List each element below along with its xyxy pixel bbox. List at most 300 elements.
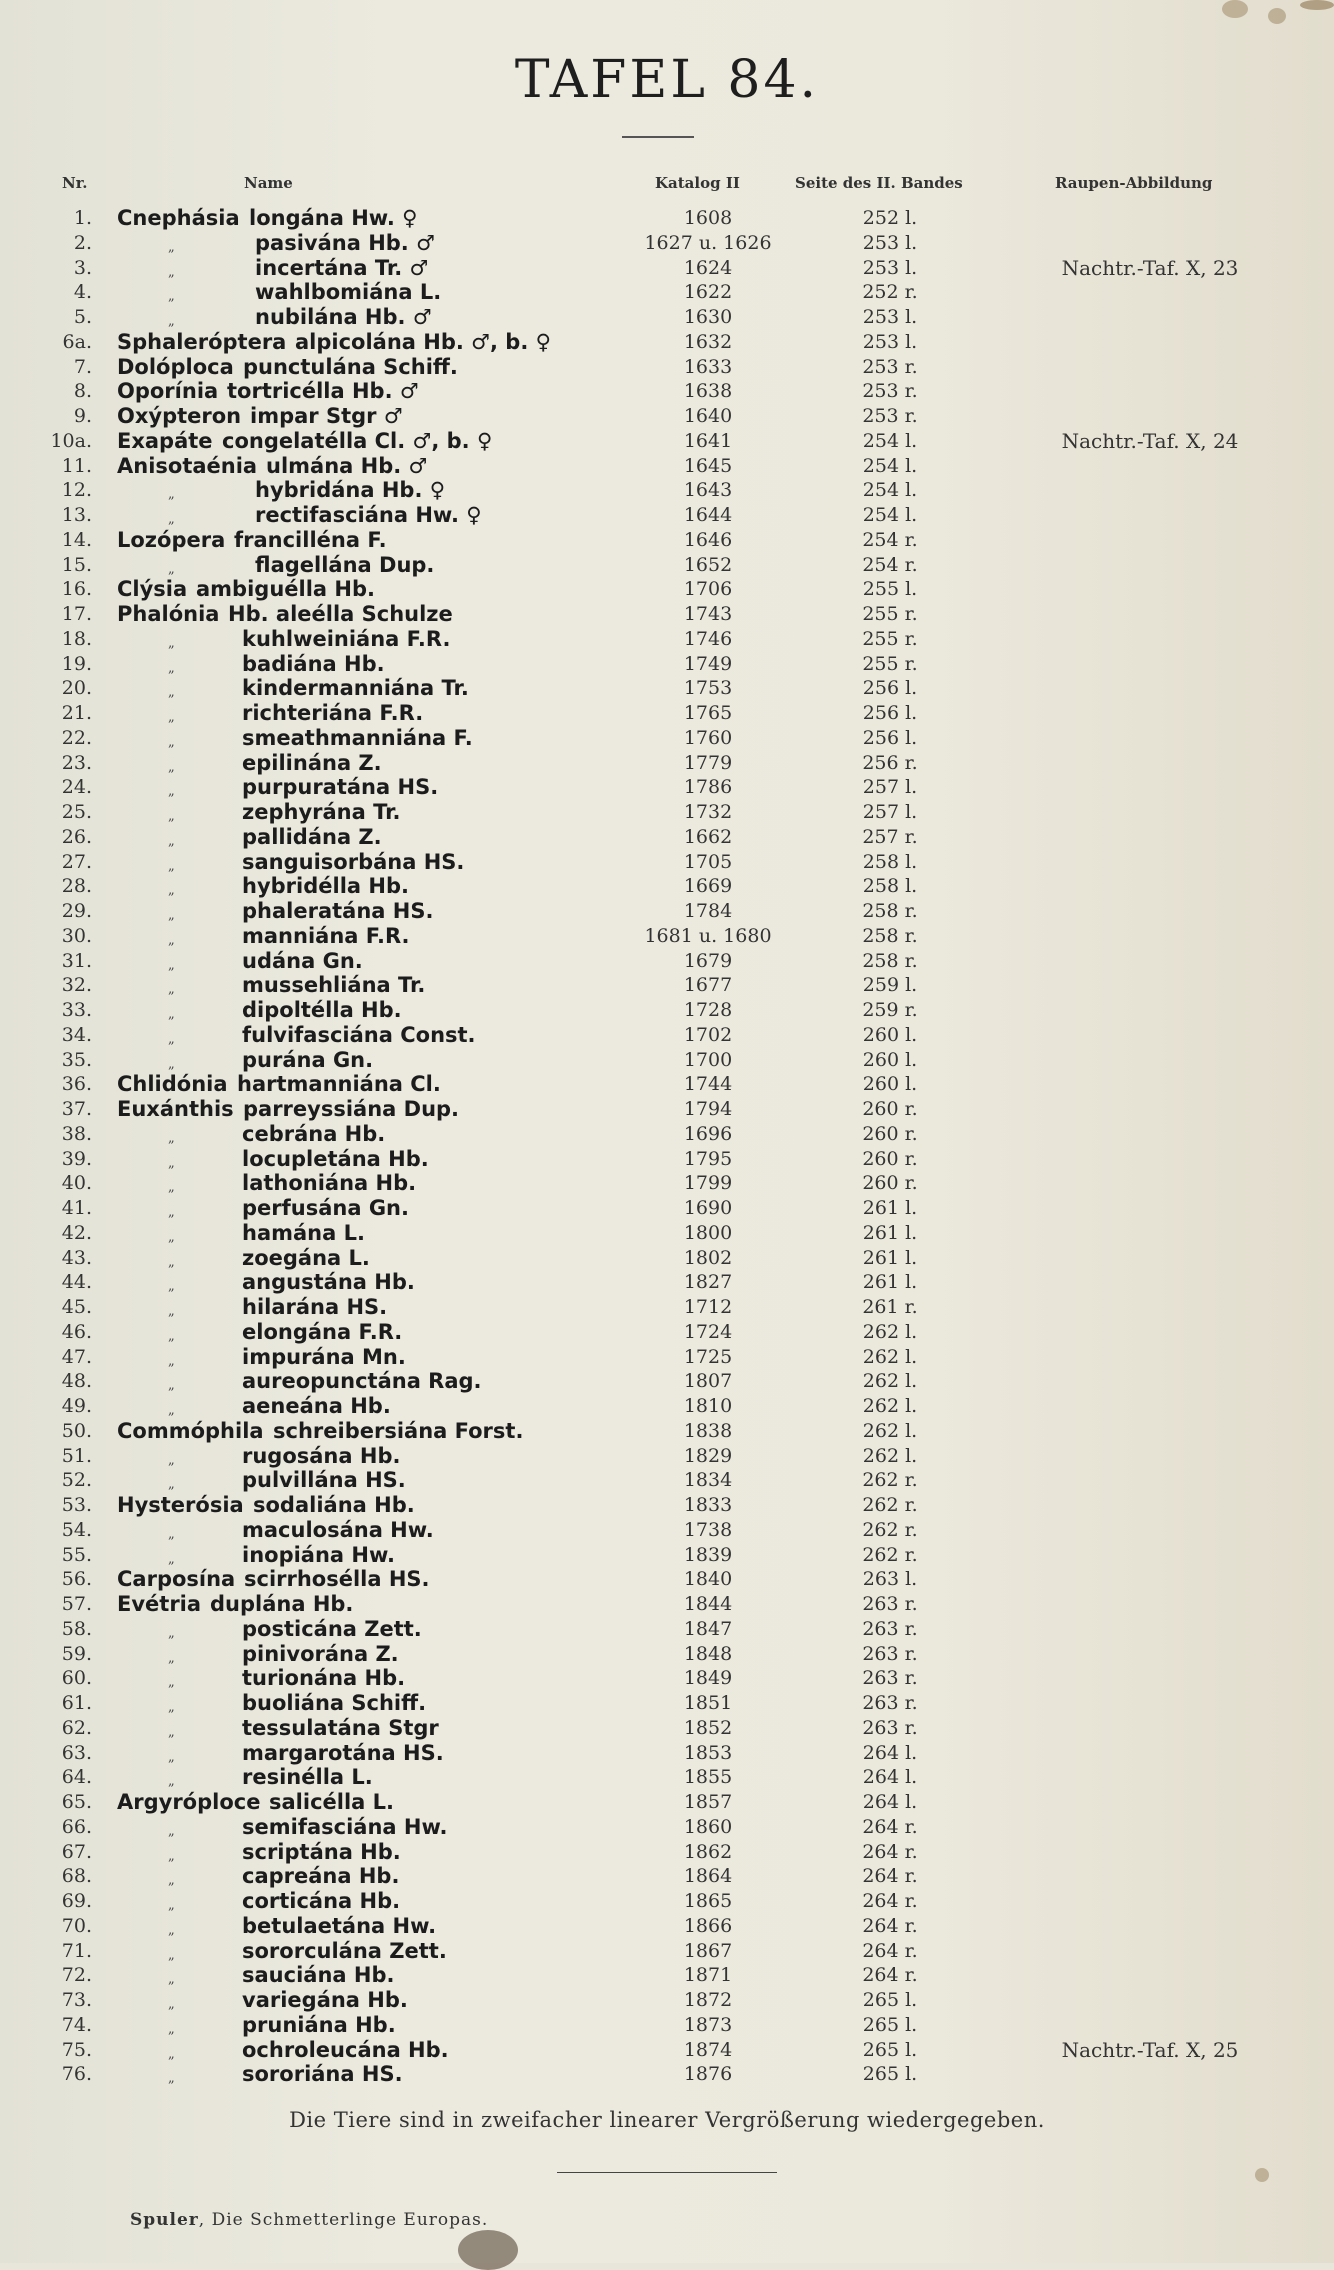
table-row — [0, 1741, 1334, 1766]
species-name: sauciána Hb. — [242, 1963, 395, 1988]
species-name: impurána Mn. — [242, 1344, 406, 1369]
header-seite: Seite des II. Bandes — [795, 174, 963, 192]
species-name: hartmanniána Cl. — [237, 1072, 441, 1097]
table-row — [0, 1394, 1334, 1419]
genus-name: Chlidónia — [117, 1072, 228, 1097]
row-number: 16. — [61, 578, 92, 601]
page-reference: 263 r. — [862, 1716, 918, 1739]
ditto-mark: „ — [168, 1526, 175, 1542]
page-reference: 262 l. — [862, 1370, 918, 1393]
katalog-number: 1705 — [683, 850, 733, 873]
ditto-mark: „ — [168, 1873, 175, 1889]
katalog-number: 1866 — [683, 1914, 733, 1937]
species-name: punctulána Schiff. — [243, 354, 458, 379]
species-name: aureopunctána Rag. — [242, 1369, 482, 1394]
katalog-number: 1862 — [683, 1840, 733, 1863]
katalog-number: 1872 — [683, 1989, 733, 2011]
page-reference: 260 r. — [862, 1122, 918, 1145]
species-name: inopiána Hw. — [242, 1542, 396, 1567]
species-name: duplána Hb. — [210, 1592, 354, 1616]
species-name: angustána Hb. — [242, 1270, 415, 1295]
row-number: 65. — [61, 1791, 92, 1813]
row-number: 52. — [61, 1469, 92, 1492]
page-reference: 262 l. — [862, 1444, 918, 1467]
table-row — [0, 1196, 1334, 1221]
species-name: fulvifasciána Const. — [242, 1022, 476, 1047]
ditto-mark: „ — [168, 1328, 175, 1344]
genus-name: Euxánthis — [117, 1097, 234, 1121]
katalog-number: 1646 — [683, 528, 733, 551]
row-number: 62. — [61, 1716, 92, 1739]
species-name: salicélla L. — [269, 1790, 394, 1814]
genus-name: Sphaleróptera — [117, 329, 287, 354]
page-reference: 265 l. — [862, 2013, 918, 2036]
table-row — [0, 1691, 1334, 1716]
page-reference: 263 r. — [862, 1642, 918, 1665]
table-row — [0, 1518, 1334, 1543]
table-row — [0, 602, 1334, 627]
table-row — [0, 924, 1334, 949]
katalog-number: 1732 — [683, 801, 733, 823]
species-name: Hb. aleélla Schulze — [228, 602, 453, 626]
row-number: 63. — [61, 1741, 92, 1764]
ditto-mark: „ — [168, 264, 175, 280]
species-name: sanguisorbána HS. — [242, 849, 465, 874]
page-reference: 259 l. — [862, 974, 918, 997]
page-reference: 256 l. — [862, 702, 918, 724]
row-number: 10a. — [50, 429, 92, 452]
ditto-mark: „ — [168, 883, 175, 899]
ditto-mark: „ — [168, 1304, 175, 1319]
page-reference: 264 r. — [862, 1865, 918, 1888]
species-name: pinivorána Z. — [242, 1641, 399, 1666]
row-number: 15. — [61, 553, 92, 576]
species-name: purána Gn. — [242, 1047, 374, 1072]
genus-name: Dolóploca — [117, 354, 234, 379]
species-name: richteriána F.R. — [242, 701, 424, 725]
katalog-number: 1802 — [683, 1246, 733, 1269]
ditto-mark: „ — [168, 1477, 175, 1493]
table-row — [0, 454, 1334, 479]
katalog-number: 1871 — [683, 1964, 733, 1987]
table-row — [0, 652, 1334, 677]
row-number: 75. — [61, 2038, 92, 2061]
page-reference: 264 r. — [862, 1939, 918, 1962]
row-number: 51. — [61, 1444, 92, 1467]
table-row — [0, 1666, 1334, 1691]
katalog-number: 1640 — [683, 405, 733, 427]
page-reference: 263 r. — [862, 1667, 918, 1690]
page-reference: 262 l. — [862, 1320, 918, 1343]
row-number: 2. — [73, 231, 92, 254]
page-reference: 263 r. — [862, 1617, 918, 1640]
row-number: 36. — [61, 1073, 92, 1096]
page-reference: 252 r. — [862, 281, 918, 304]
row-number: 47. — [61, 1345, 92, 1368]
row-number: 61. — [61, 1692, 92, 1714]
row-number: 57. — [61, 1593, 92, 1615]
genus-name: Oporínia — [117, 379, 219, 404]
species-name: pasivána Hb. ♂ — [255, 230, 435, 255]
page-reference: 256 l. — [862, 726, 918, 749]
species-name: sororiána HS. — [242, 2062, 403, 2087]
species-name: semifasciána Hw. — [242, 1814, 448, 1839]
katalog-number: 1848 — [683, 1642, 733, 1665]
ditto-mark: „ — [168, 1254, 175, 1270]
table-row — [0, 1889, 1334, 1914]
ditto-mark: „ — [168, 1353, 175, 1369]
page-reference: 262 l. — [862, 1419, 918, 1442]
page-reference: 265 l. — [862, 2063, 918, 2086]
table-row — [0, 1246, 1334, 1271]
page-reference: 262 r. — [862, 1469, 918, 1492]
page-reference: 261 l. — [862, 1221, 918, 1244]
genus-name: Lozópera — [117, 527, 226, 552]
katalog-number: 1724 — [683, 1320, 733, 1343]
table-row — [0, 2038, 1334, 2063]
genus-name: Exapáte — [117, 428, 213, 453]
species-name: margarotána HS. — [242, 1740, 444, 1765]
header-raupen: Raupen-Abbildung — [1055, 174, 1213, 192]
ditto-mark: „ — [168, 289, 175, 305]
ditto-mark: „ — [168, 1403, 175, 1418]
katalog-number: 1638 — [683, 380, 733, 403]
ditto-mark: „ — [168, 1229, 175, 1245]
ditto-mark: „ — [168, 487, 175, 503]
katalog-number: 1844 — [683, 1593, 733, 1615]
species-name: variegána Hb. — [242, 1988, 408, 2012]
table-row — [0, 775, 1334, 800]
katalog-number: 1849 — [683, 1667, 733, 1690]
katalog-number: 1738 — [683, 1518, 733, 1541]
species-name: epilinána Z. — [242, 750, 382, 775]
page-reference: 252 l. — [862, 207, 918, 229]
table-row — [0, 800, 1334, 825]
table-row — [0, 206, 1334, 231]
page-reference: 256 r. — [862, 751, 918, 774]
row-number: 60. — [61, 1667, 92, 1690]
page-reference: 262 l. — [862, 1345, 918, 1368]
species-name: mussehliána Tr. — [242, 973, 426, 998]
katalog-number: 1608 — [683, 207, 733, 229]
page-reference: 261 r. — [862, 1296, 918, 1318]
row-number: 33. — [61, 999, 92, 1021]
species-name: tessulatána Stgr — [242, 1715, 439, 1740]
katalog-number: 1874 — [683, 2038, 733, 2061]
table-row — [0, 1072, 1334, 1097]
species-name: aeneána Hb. — [242, 1394, 391, 1418]
katalog-number: 1690 — [683, 1197, 733, 1219]
genus-name: Clýsia — [117, 577, 188, 602]
row-number: 18. — [61, 627, 92, 650]
genus-name: Hysterósia — [117, 1493, 244, 1517]
genus-name: Argyróploce — [117, 1790, 261, 1814]
katalog-number: 1855 — [683, 1766, 733, 1789]
katalog-number: 1800 — [683, 1221, 733, 1244]
row-number: 23. — [61, 751, 92, 774]
species-name: udána Gn. — [242, 948, 363, 973]
table-row — [0, 280, 1334, 305]
footer-credit — [130, 2210, 488, 2230]
table-row — [0, 1468, 1334, 1493]
title-rule — [622, 136, 694, 138]
genus-name: Oxýpteron — [117, 404, 242, 428]
table-row — [0, 627, 1334, 652]
katalog-number: 1864 — [683, 1865, 733, 1888]
row-number: 42. — [61, 1221, 92, 1244]
table-row — [0, 1592, 1334, 1617]
katalog-number: 1662 — [683, 825, 733, 848]
katalog-number: 1630 — [683, 306, 733, 328]
table-row — [0, 577, 1334, 602]
row-number: 71. — [61, 1939, 92, 1962]
ditto-mark: „ — [168, 1205, 175, 1220]
ditto-mark: „ — [168, 1650, 175, 1666]
ditto-mark: „ — [168, 1947, 175, 1963]
table-row — [0, 1815, 1334, 1840]
table-row — [0, 305, 1334, 330]
species-name: alpicolána Hb. ♂, b. ♀ — [295, 329, 551, 354]
page-reference: 253 l. — [862, 231, 918, 254]
plate-title: TAFEL 84. — [514, 50, 820, 110]
katalog-number: 1853 — [683, 1741, 733, 1764]
katalog-number: 1645 — [683, 454, 733, 477]
page-reference: 263 r. — [862, 1692, 918, 1714]
table-row — [0, 850, 1334, 875]
ditto-mark: „ — [168, 908, 175, 923]
table-row — [0, 1642, 1334, 1667]
ditto-mark: „ — [168, 660, 175, 676]
species-name: scriptána Hb. — [242, 1839, 401, 1864]
table-row — [0, 503, 1334, 528]
larva-illustration-ref: Nachtr.-Taf. X, 25 — [1061, 2037, 1239, 2062]
ditto-mark: „ — [168, 635, 175, 651]
page-reference: 260 l. — [862, 1048, 918, 1071]
page-reference: 260 l. — [862, 1073, 918, 1096]
katalog-number: 1839 — [683, 1543, 733, 1566]
species-name: sororculána Zett. — [242, 1938, 447, 1963]
species-name: cebrána Hb. — [242, 1121, 386, 1146]
species-name: schreibersiána Forst. — [273, 1418, 524, 1443]
species-name: perfusána Gn. — [242, 1196, 409, 1220]
page-reference: 257 l. — [862, 776, 918, 799]
katalog-number: 1840 — [683, 1568, 733, 1591]
row-number: 21. — [61, 702, 92, 724]
katalog-number: 1865 — [683, 1890, 733, 1912]
katalog-number: 1679 — [683, 949, 733, 972]
genus-name: Evétria — [117, 1592, 202, 1616]
table-row — [0, 1320, 1334, 1345]
larva-illustration-ref: Nachtr.-Taf. X, 24 — [1061, 428, 1239, 453]
ditto-mark: „ — [168, 1130, 175, 1146]
page-reference: 260 r. — [862, 1172, 918, 1195]
table-row — [0, 973, 1334, 998]
table-row — [0, 726, 1334, 751]
species-name: resinélla L. — [242, 1765, 373, 1790]
species-name: posticána Zett. — [242, 1616, 422, 1641]
table-row — [0, 751, 1334, 776]
katalog-number: 1860 — [683, 1815, 733, 1838]
ditto-mark: „ — [168, 784, 175, 800]
katalog-number: 1622 — [683, 281, 733, 304]
katalog-number: 1786 — [683, 776, 733, 799]
page-reference: 264 r. — [862, 1890, 918, 1912]
page-reference: 255 r. — [862, 627, 918, 650]
katalog-number: 1744 — [683, 1073, 733, 1096]
row-number: 55. — [61, 1543, 92, 1566]
page-reference: 257 l. — [862, 801, 918, 823]
ditto-mark: „ — [168, 1452, 175, 1468]
row-number: 53. — [61, 1494, 92, 1516]
ditto-mark: „ — [168, 1155, 175, 1171]
page-reference: 261 l. — [862, 1246, 918, 1269]
row-number: 70. — [61, 1914, 92, 1937]
table-row — [0, 1790, 1334, 1815]
row-number: 13. — [61, 504, 92, 526]
row-number: 20. — [61, 677, 92, 700]
table-row — [0, 899, 1334, 924]
page-reference: 255 l. — [862, 578, 918, 601]
katalog-number: 1677 — [683, 974, 733, 997]
paper-stain — [458, 2230, 518, 2270]
paper-stain — [1300, 0, 1334, 10]
katalog-number: 1669 — [683, 875, 733, 898]
species-name: dipoltélla Hb. — [242, 998, 402, 1022]
table-row — [0, 1716, 1334, 1741]
row-number: 50. — [61, 1419, 92, 1442]
table-row — [0, 1617, 1334, 1642]
table-row — [0, 1543, 1334, 1568]
genus-name: Cnephásia — [117, 206, 240, 230]
table-row — [0, 2013, 1334, 2038]
species-name: impar Stgr ♂ — [250, 404, 403, 428]
page-reference: 265 l. — [862, 1989, 918, 2011]
species-name: scirrhosélla HS. — [244, 1567, 430, 1592]
katalog-number: 1760 — [683, 726, 733, 749]
ditto-mark: „ — [168, 734, 175, 750]
table-row — [0, 1097, 1334, 1122]
row-number: 45. — [61, 1296, 92, 1318]
katalog-number: 1696 — [683, 1122, 733, 1145]
species-name: hybridána Hb. ♀ — [255, 478, 446, 503]
species-name: purpuratána HS. — [242, 775, 439, 800]
row-number: 64. — [61, 1766, 92, 1789]
page-reference: 264 r. — [862, 1840, 918, 1863]
page-reference: 255 r. — [862, 603, 918, 625]
page-reference: 258 l. — [862, 850, 918, 873]
ditto-mark: „ — [168, 759, 175, 775]
row-number: 72. — [61, 1964, 92, 1987]
row-number: 68. — [61, 1865, 92, 1888]
row-number: 73. — [61, 1989, 92, 2011]
ditto-mark: „ — [168, 1997, 175, 2012]
page-reference: 258 r. — [862, 900, 918, 922]
page-reference: 253 l. — [862, 256, 918, 279]
species-name: hilarána HS. — [242, 1295, 388, 1319]
row-number: 37. — [61, 1098, 92, 1120]
larva-illustration-ref: Nachtr.-Taf. X, 23 — [1061, 255, 1239, 280]
page-reference: 264 r. — [862, 1964, 918, 1987]
page-reference: 254 l. — [862, 454, 918, 477]
row-number: 8. — [73, 380, 92, 403]
paper-stain — [1268, 8, 1286, 24]
katalog-number: 1847 — [683, 1617, 733, 1640]
species-name: rugosána Hb. — [242, 1443, 401, 1468]
katalog-number: 1765 — [683, 702, 733, 724]
species-name: maculosána Hw. — [242, 1517, 434, 1542]
katalog-number: 1810 — [683, 1395, 733, 1417]
katalog-number: 1829 — [683, 1444, 733, 1467]
katalog-number: 1857 — [683, 1791, 733, 1813]
species-name: pallidána Z. — [242, 824, 382, 849]
row-number: 32. — [61, 974, 92, 997]
page-reference: 261 l. — [862, 1271, 918, 1294]
species-name: buoliána Schiff. — [242, 1691, 427, 1715]
page-reference: 262 r. — [862, 1494, 918, 1516]
katalog-number: 1728 — [683, 999, 733, 1021]
row-number: 29. — [61, 900, 92, 922]
page-reference: 255 r. — [862, 652, 918, 675]
table-row — [0, 949, 1334, 974]
ditto-mark: „ — [168, 1724, 175, 1740]
page-reference: 263 r. — [862, 1593, 918, 1615]
species-name: betulaetána Hw. — [242, 1913, 437, 1938]
ditto-mark: „ — [168, 2071, 175, 2087]
row-number: 46. — [61, 1320, 92, 1343]
ditto-mark: „ — [168, 1056, 175, 1072]
header-katalog: Katalog II — [655, 174, 740, 192]
katalog-number: 1784 — [683, 900, 733, 922]
species-name: hybridélla Hb. — [242, 874, 409, 899]
ditto-mark: „ — [168, 1898, 175, 1913]
katalog-number: 1725 — [683, 1345, 733, 1368]
row-number: 48. — [61, 1370, 92, 1393]
species-name: phaleratána HS. — [242, 899, 434, 923]
katalog-number: 1627 u. 1626 — [644, 231, 772, 254]
row-number: 7. — [73, 355, 92, 378]
species-name: smeathmanniána F. — [242, 725, 473, 750]
ditto-mark: „ — [168, 982, 175, 998]
row-number: 17. — [61, 603, 92, 625]
species-name: ochroleucána Hb. — [242, 2037, 449, 2062]
row-number: 19. — [61, 652, 92, 675]
table-row — [0, 1963, 1334, 1988]
row-number: 54. — [61, 1518, 92, 1541]
ditto-mark: „ — [168, 2021, 175, 2037]
table-row — [0, 1939, 1334, 1964]
table-row — [0, 1419, 1334, 1444]
species-name: pruniána Hb. — [242, 2012, 396, 2037]
ditto-mark: „ — [168, 710, 175, 725]
species-name: rectifasciána Hw. ♀ — [255, 503, 482, 527]
page-reference: 253 l. — [862, 330, 918, 353]
page-reference: 264 r. — [862, 1914, 918, 1937]
page-reference: 253 r. — [862, 405, 918, 427]
row-number: 26. — [61, 825, 92, 848]
row-number: 67. — [61, 1840, 92, 1863]
katalog-number: 1746 — [683, 627, 733, 650]
row-number: 66. — [61, 1815, 92, 1838]
katalog-number: 1712 — [683, 1296, 733, 1318]
page-reference: 260 r. — [862, 1147, 918, 1170]
katalog-number: 1794 — [683, 1098, 733, 1120]
species-name: incertána Tr. ♂ — [255, 255, 429, 280]
katalog-number: 1641 — [683, 429, 733, 452]
table-row — [0, 676, 1334, 701]
table-row — [0, 1345, 1334, 1370]
species-name: pulvillána HS. — [242, 1468, 406, 1493]
page-reference: 264 l. — [862, 1741, 918, 1764]
